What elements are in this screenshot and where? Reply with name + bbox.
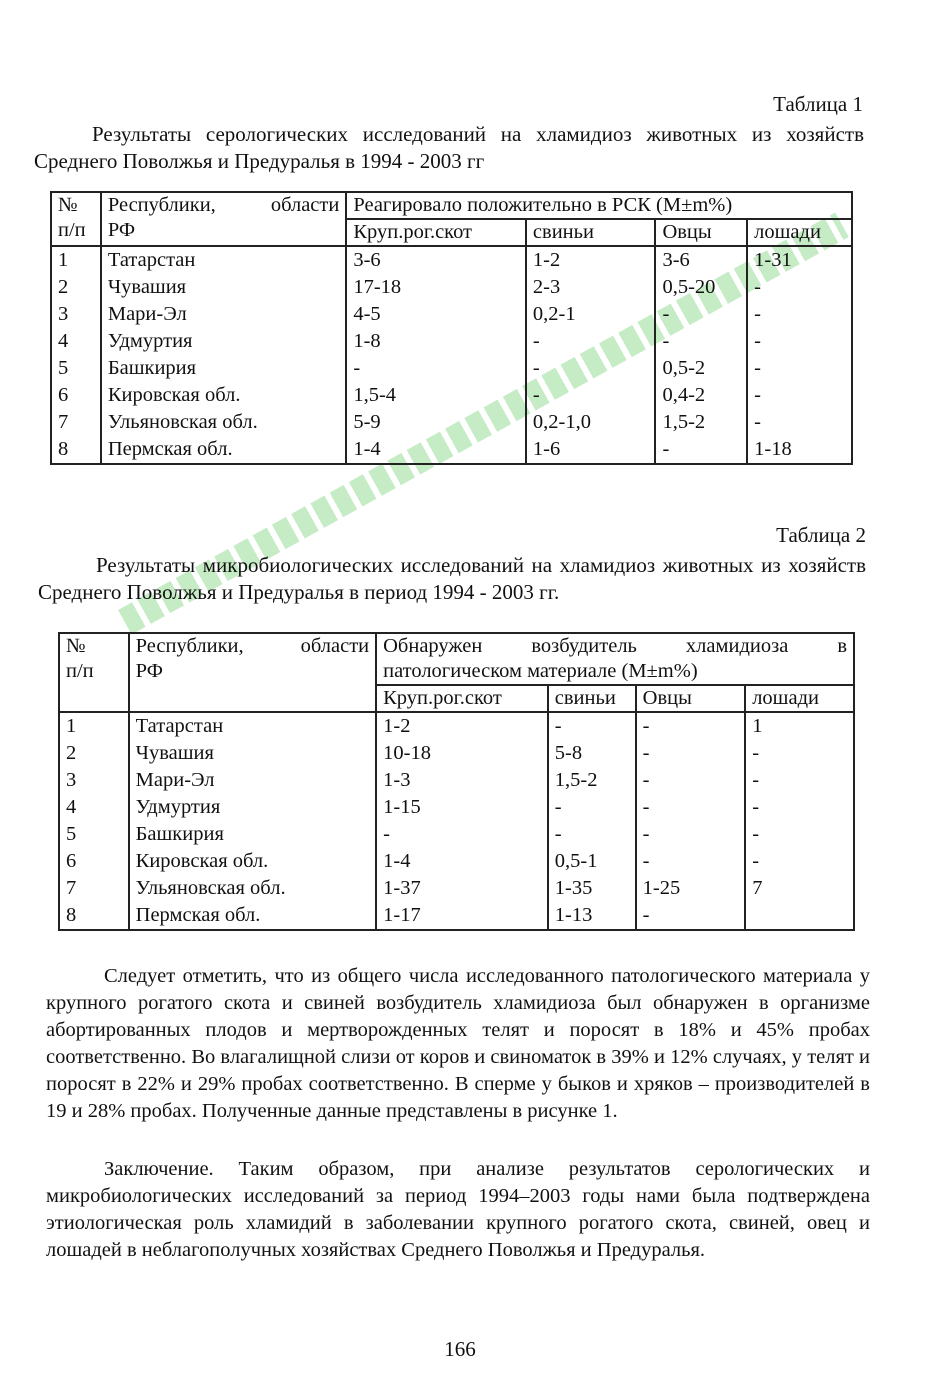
table2-header-num: № п/п [59,633,129,712]
table-row: 4 Удмуртия 1-8 - - - [51,328,852,355]
table1-header-region: Республики, области РФ [101,192,347,246]
table2-col-cattle: Круп.рог.скот [376,685,548,712]
table-row: 7 Ульяновская обл. 1-37 1-35 1-25 7 [59,875,854,902]
table-row: 8 Пермская обл. 1-4 1-6 - 1-18 [51,436,852,464]
table-row: 5 Башкирия - - 0,5-2 - [51,355,852,382]
table1-header-num: № п/п [51,192,101,246]
table1 [50,191,853,465]
table-row: 2 Чувашия 17-18 2-3 0,5-20 - [51,274,852,301]
table1-title: Результаты серологических исследований на хламидиоз животных из хозяйств Среднего Поволжья и Предуралья в 1994 - 2003 гг [34,122,864,173]
table1-col-horses: лошади [747,219,852,246]
table-row: 3 Мари-Эл 1-3 1,5-2 - - [59,767,854,794]
table2-col-pigs: свиньи [548,685,636,712]
table2-col-sheep: Овцы [636,685,746,712]
table2-title: Результаты микробиологических исследований на хламидиоз животных из хозяйств Среднего Поволжья и Предуралья в период 1994 - 2003 гг. [38,553,866,604]
table2-caption: Таблица 2 [776,523,866,547]
table2-header-group: Обнаружен возбудитель хламидиоза в патологическом материале (M±m%) [376,633,854,685]
paragraph-conclusion: Заключение. Таким образом, при анализе результатов серологических и микробиологических исследований за период 1994–2003 годы нами была подтверждена этиологическая роль хламидий в заболевании крупного рогатого скота, свиней, овец и лошадей в неблагополучных хозяйствах Среднего Поволжья и Предуралья. [46,1158,870,1261]
table2-col-horses: лошади [745,685,854,712]
table2 [58,632,855,931]
table-row: 6 Кировская обл. 1,5-4 - 0,4-2 - [51,382,852,409]
table1-col-pigs: свиньи [526,219,656,246]
page-number: 166 [444,1337,476,1361]
table-row: 8 Пермская обл. 1-17 1-13 - [59,902,854,930]
paragraph-findings: Следует отметить, что из общего числа исследованного патологического материала у крупного рогатого скота и свиней возбудитель хламидиоза был обнаружен в организме абортированных плодов и мертворожденных телят и поросят в 18% и 45% пробах соответственно. Во влагалищной слизи от коров и свиноматок в 39% и 12% случаях, у телят и поросят в 22% и 29% пробах соответственно. В сперме у быков и хряков – производителей в 19 и 28% пробах. Полученные данные представлены в рисунке 1. [46,965,870,1122]
table-row: 1 Татарстан 3-6 1-2 3-6 1-31 [51,246,852,274]
table1-caption: Таблица 1 [773,92,863,116]
table-row: 7 Ульяновская обл. 5-9 0,2-1,0 1,5-2 - [51,409,852,436]
table1-col-sheep: Овцы [655,219,747,246]
table-row: 2 Чувашия 10-18 5-8 - - [59,740,854,767]
table-row: 1 Татарстан 1-2 - - 1 [59,712,854,740]
table-row: 6 Кировская обл. 1-4 0,5-1 - - [59,848,854,875]
table1-col-cattle: Круп.рог.скот [346,219,526,246]
table1-header-group: Реагировало положительно в РСК (M±m%) [346,192,852,219]
table-row: 4 Удмуртия 1-15 - - - [59,794,854,821]
table2-header-region: Республики, области РФ [129,633,376,712]
table-row: 3 Мари-Эл 4-5 0,2-1 - - [51,301,852,328]
table-row: 5 Башкирия - - - - [59,821,854,848]
